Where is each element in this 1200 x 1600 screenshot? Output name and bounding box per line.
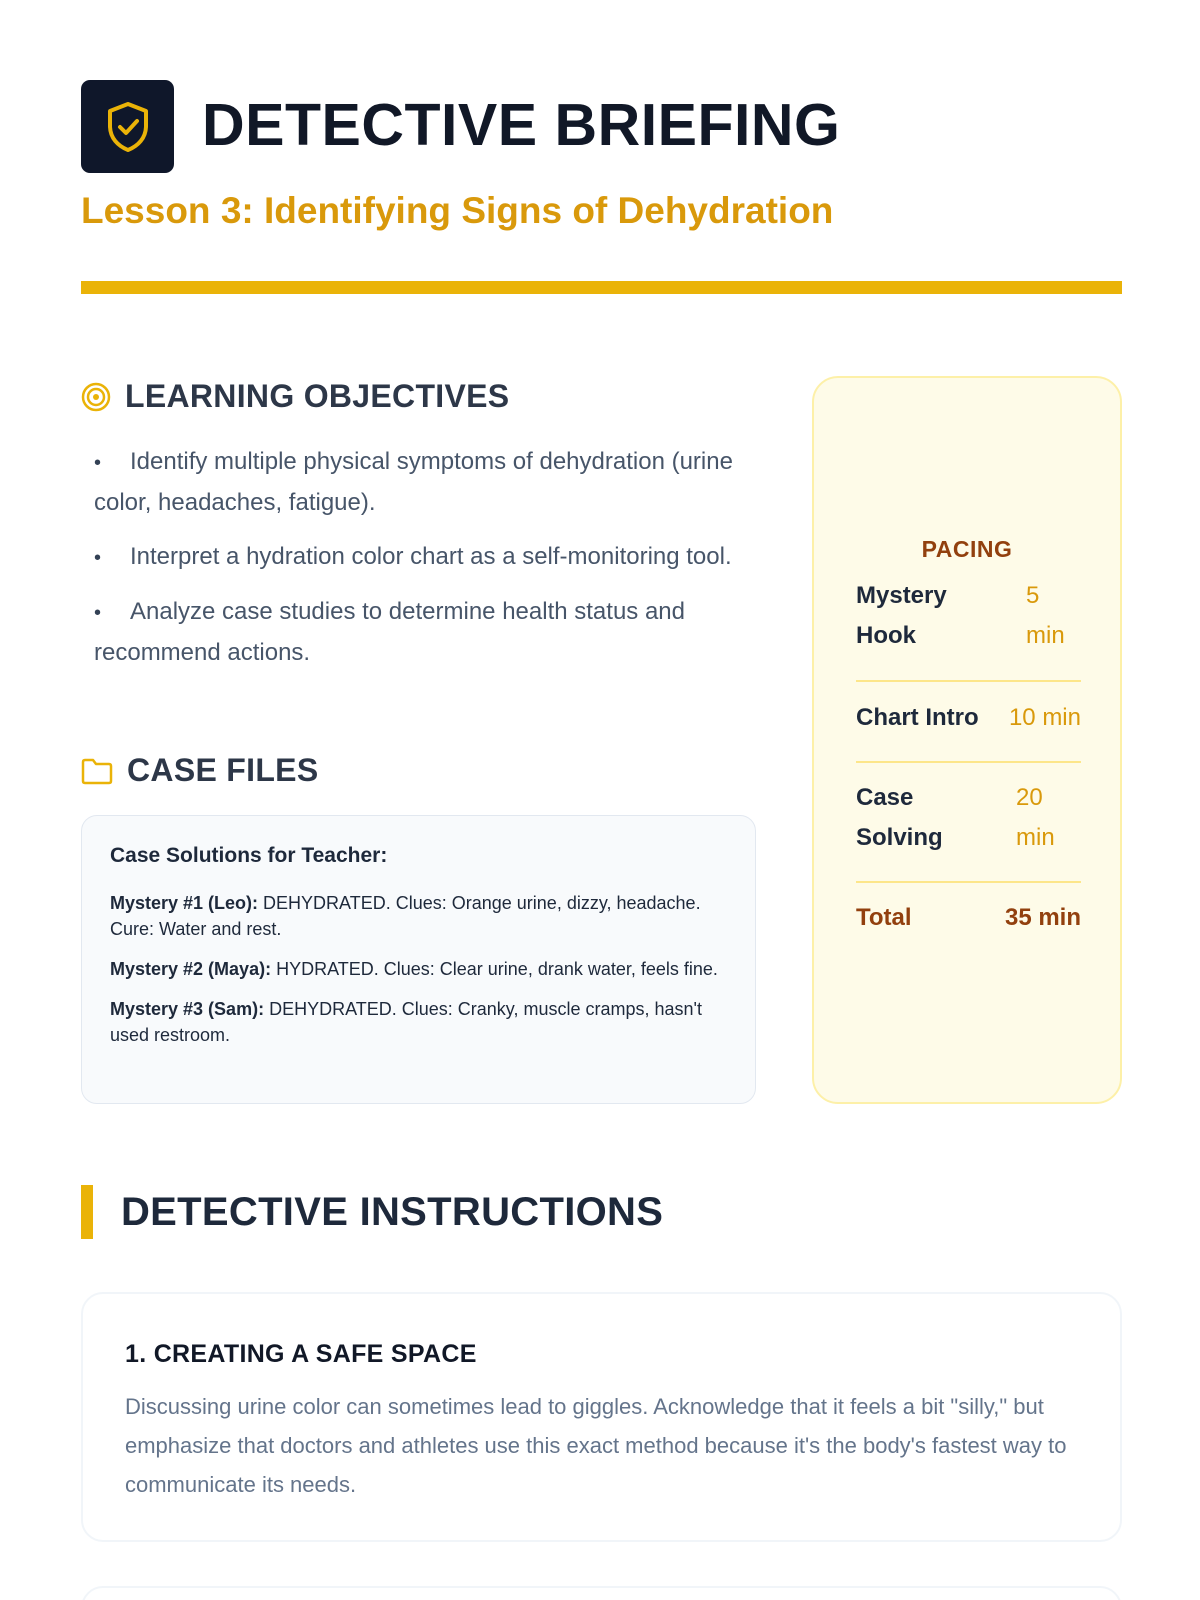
instruction-card-body: Discussing urine color can sometimes lead to giggles. Acknowledge that it feels a bit "silly," but emphasize that doctors and athletes use this exact method because it's the body's fastest way to communicate its needs. [125,1394,1067,1497]
target-icon [81,382,111,412]
instruction-card-title: 1. CREATING A SAFE SPACE [125,1340,477,1368]
case-solution: Mystery #2 (Maya): HYDRATED. Clues: Clear urine, drank water, feels fine. [110,959,718,979]
case-solution: Mystery #3 (Sam): DEHYDRATED. Clues: Cranky, muscle cramps, hasn't used restroom. [110,999,702,1045]
case-files-heading-label: CASE FILES [127,752,319,788]
lesson-subtitle: Lesson 3: Identifying Signs of Dehydration [81,190,834,231]
instructions-heading [81,1185,663,1239]
pacing-title: PACING [921,536,1013,562]
pacing-panel [812,376,1122,1104]
page-title: DETECTIVE BRIEFING [202,92,841,158]
header-divider [81,281,1122,294]
shield-check-icon [81,80,174,173]
case-solutions-title: Case Solutions for Teacher: [110,844,388,867]
pacing-row: Chart Intro 10 min [856,704,1081,731]
list-item: • Identify multiple physical symptoms of dehydration (urine color, headaches, fatigue). [94,448,733,516]
objectives-heading-label: LEARNING OBJECTIVES [125,378,510,414]
instructions-heading-label: DETECTIVE INSTRUCTIONS [121,1189,664,1234]
pacing-row: Mystery Hook 5 min [856,582,1065,649]
list-item: • Interpret a hydration color chart as a self-monitoring tool. [94,543,732,570]
accent-bar [81,1185,93,1239]
case-solution: Mystery #1 (Leo): DEHYDRATED. Clues: Orange urine, dizzy, headache. Cure: Water and rest. [110,893,701,939]
pacing-divider [856,761,1081,763]
pacing-divider [856,881,1081,883]
instruction-card [81,1292,1122,1542]
pacing-divider [856,680,1081,682]
pacing-row: Case Solving 20 min [856,784,1055,851]
objectives-list [94,442,764,687]
list-item: • Analyze case studies to determine health status and recommend actions. [94,598,685,666]
case-files-heading [81,752,318,789]
objectives-heading [81,378,509,415]
instruction-card-next [81,1586,1122,1600]
case-solutions-box [81,815,756,1104]
pacing-total-row: Total 35 min [856,904,1081,931]
folder-icon [81,757,113,785]
